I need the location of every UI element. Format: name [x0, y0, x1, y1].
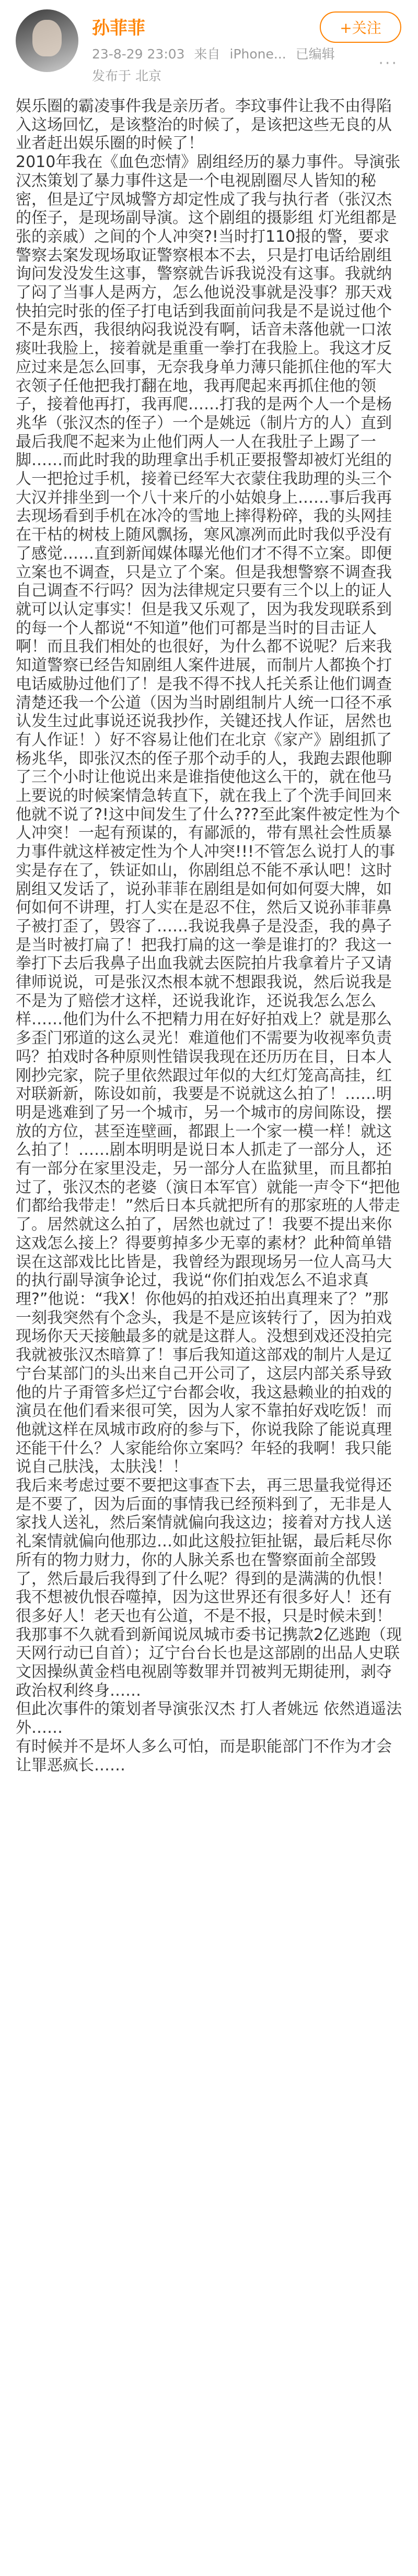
post-body: 娱乐圈的霸凌事件我是亲历者。李玟事件让我不由得陷入这场回忆，是该整治的时候了，是该把这些无良的从业者赶出娱乐圈的时候了！ 2010年我在《血色恋情》剧组经历的暴力事件。导演张汉杰策划了暴力事件这是一个电视剧圈尽人皆知的秘密，但是辽宁凤城警方却定性成了我与执行者（张汉杰的侄子，是现场副导演。这个剧组的摄影组 灯光组都是张的亲戚）之间的个人冲突?!当时打110报的警，要求警察去案发现场取证警察根本不去，只是打电话给剧组询问发没发生这事，警察就告诉我说没有这事。我就纳了闷了当事人是两方，怎么他说没事就是没事？那天戏快拍完时张的侄子打电话到我面前问我是不是说过他个不是东西，我很纳闷我说没有啊，话音未落他就一口浓痰吐我脸上，接着就是重重一拳打在我脸上。我这才反应过来是怎么回事，无奈我身单力薄只能抓住他的军大衣领子任他把我打翻在地，我再爬起来再抓住他的领子，接着他再打，我再爬……打我的是两个人一个是杨兆华（张汉杰的侄子）一个是姚远（制片方的人）直到最后我爬不起来为止他们两人一人在我肚子上踢了一脚……而此时我的助理拿出手机正要报警却被灯光组的人一把抢过手机，接着已经军大衣蒙住我助理的头三个大汉并排坐到一个八十来斤的小姑娘身上……事后我再去现场看到手机在冰冷的雪地上摔得粉碎，我的头网挂在干枯的树枝上随风飘扬，寒风凛冽而此时我似乎没有了感觉……直到新闻媒体曝光他们才不得不立案。即便立案也不调查，只是立了个案。但是我想警察不调查我自己调查不行吗？因为法律规定只要有三个以上的证人就可以认定事实！但是我又乐观了，因为我发现联系到的每一个人都说“不知道”他们可都是当时的目击证人啊！而且我们相处的也很好，为什么都不说呢？后来我知道警察已经告知剧组人案件进展，而制片人都换个打电话威胁过他们了！是我不得不找人托关系让他们调查清楚还我一个公道（因为当时剧组制片人统一口径不承认发生过此事说还说我抄作，关键还找人作证，居然也有人作证！）好不容易让他们在北京《家产》剧组抓了杨兆华，即张汉杰的侄子那个动手的人，我跑去跟他聊了三个小时让他说出来是谁指使他这么干的，就在他马上要说的时候案情急转直下，就在我上了个洗手间回来他就不说了?!这中间发生了什么???至此案件被定性为个人冲突！一起有预谋的，有鄙派的，带有黑社会性质暴力事件就这样被定性为个人冲突!!!不管怎么说打人的事实是存在了，铁证如山，你剧组总不能不承认吧！这时剧组又发话了，说孙菲菲在剧组是如何如何耍大牌，如何如何不讲理，打人实在是忍不住，然后又说孙菲菲鼻子被打歪了，毁容了……我说我鼻子是没歪，我的鼻子是当时被打扁了！把我打扁的这一拳是谁打的？我这一拳打下去后我鼻子出血我就去医院拍片我拿着片子又请律师说说，可是张汉杰根本就不想跟我说，然后说我是不是为了赔偿才这样，还说我讹诈，还说我怎么怎么样……他们为什么不把精力用在好好拍戏上？就是那么多歪门邪道的这么灵光！难道他们不需要为收视率负责吗？拍戏时各种原则性错误我现在还历历在目，日本人刚抄完家，院子里依然跟过年似的大红灯笼高高挂，红对联新新，陈设如前，我要是不说就这么拍了！……明明是逃难到了另一个城市，另一个城市的房间陈设，摆放的方位，甚至连壁画，都跟上一个家一模一样！就这么拍了！……剧本明明是说日本人抓走了一部分人，还有一部分在家里没走，另一部分人在监狱里，而且都拍过了，张汉杰的老婆（演日本军官）就能一声令下“把他们都给我带走！”然后日本兵就把所有的那家班的人带走了。居然就这么拍了，居然也就过了！我要不提出来你这戏怎么接上？得要剪掉多少无辜的素材？此种简单错误在这部戏比比皆是，我曾经为跟现场另一位人高马大的执行副导演争论过，我说“你们拍戏怎么不追求真理?”他说：“我X！你他妈的拍戏还拍出真理来了？”那一刻我突然有个念头，我是不是应该转行了，因为拍戏现场你天天接触最多的就是这群人。没想到戏还没拍完我就被张汉杰暗算了！事后我知道这部戏的制片人是辽宁台某部门的头出来自己开公司了，这层内部关系导致他的片子甭管多烂辽宁台都会收，我这悬赖业的拍戏的演员在他们看来很可笑，因为人家不靠拍好戏吃饭！而他就这样在凤城市政府的参与下，你说我除了能说真理还能干什么？人家能给你立案吗？年轻的我啊！我只能说自己肤浅，太肤浅！！ 我后来考虑过要不要把这事查下去，再三思量我觉得还是不要了，因为后面的事情我已经预料到了，无非是人家找人送礼，然后案情就偏向我这边；接着对方找人送礼案情就偏向他那边…如此这般拉钜扯锯，最后耗尽你所有的物力财力，你的人脉关系也在警察面前全部毁了，然后最后我得到了什么呢？得到的是满满的仇恨！我不想被仇恨吞噬掉，因为这世界还有很多好人！还有很多好人！老天也有公道，不是不报，只是时候未到！我那事不久就看到新闻说凤城市委书记携款2亿逃跑（现天网行动已自首）；辽宁台台长也是这部剧的出品人史联文因操纵黄金档电视剧等数罪并罚被判无期徒刑，剥夺政治权利终身…… 但此次事件的策划者导演张汉杰 打人者姚远 依然逍遥法外…… 有时候并不是坏人多么可怕，而是职能部门不作为才会让罪恶疯长…… — [16, 97, 402, 1775]
edited-label[interactable]: 已编辑 — [295, 46, 335, 62]
source-device: iPhone... — [229, 46, 286, 62]
post-header — [0, 0, 418, 89]
post-date: 23-8-29 23:03 — [92, 46, 185, 62]
more-options-icon[interactable]: ··· — [378, 54, 398, 73]
post-location: 发布于 北京 — [92, 68, 161, 84]
source-prefix: 来自 — [194, 46, 220, 62]
post-meta — [92, 44, 340, 63]
username[interactable]: 孙菲菲 — [92, 18, 145, 39]
follow-button[interactable]: +关注 — [320, 11, 401, 43]
avatar[interactable] — [16, 9, 78, 72]
